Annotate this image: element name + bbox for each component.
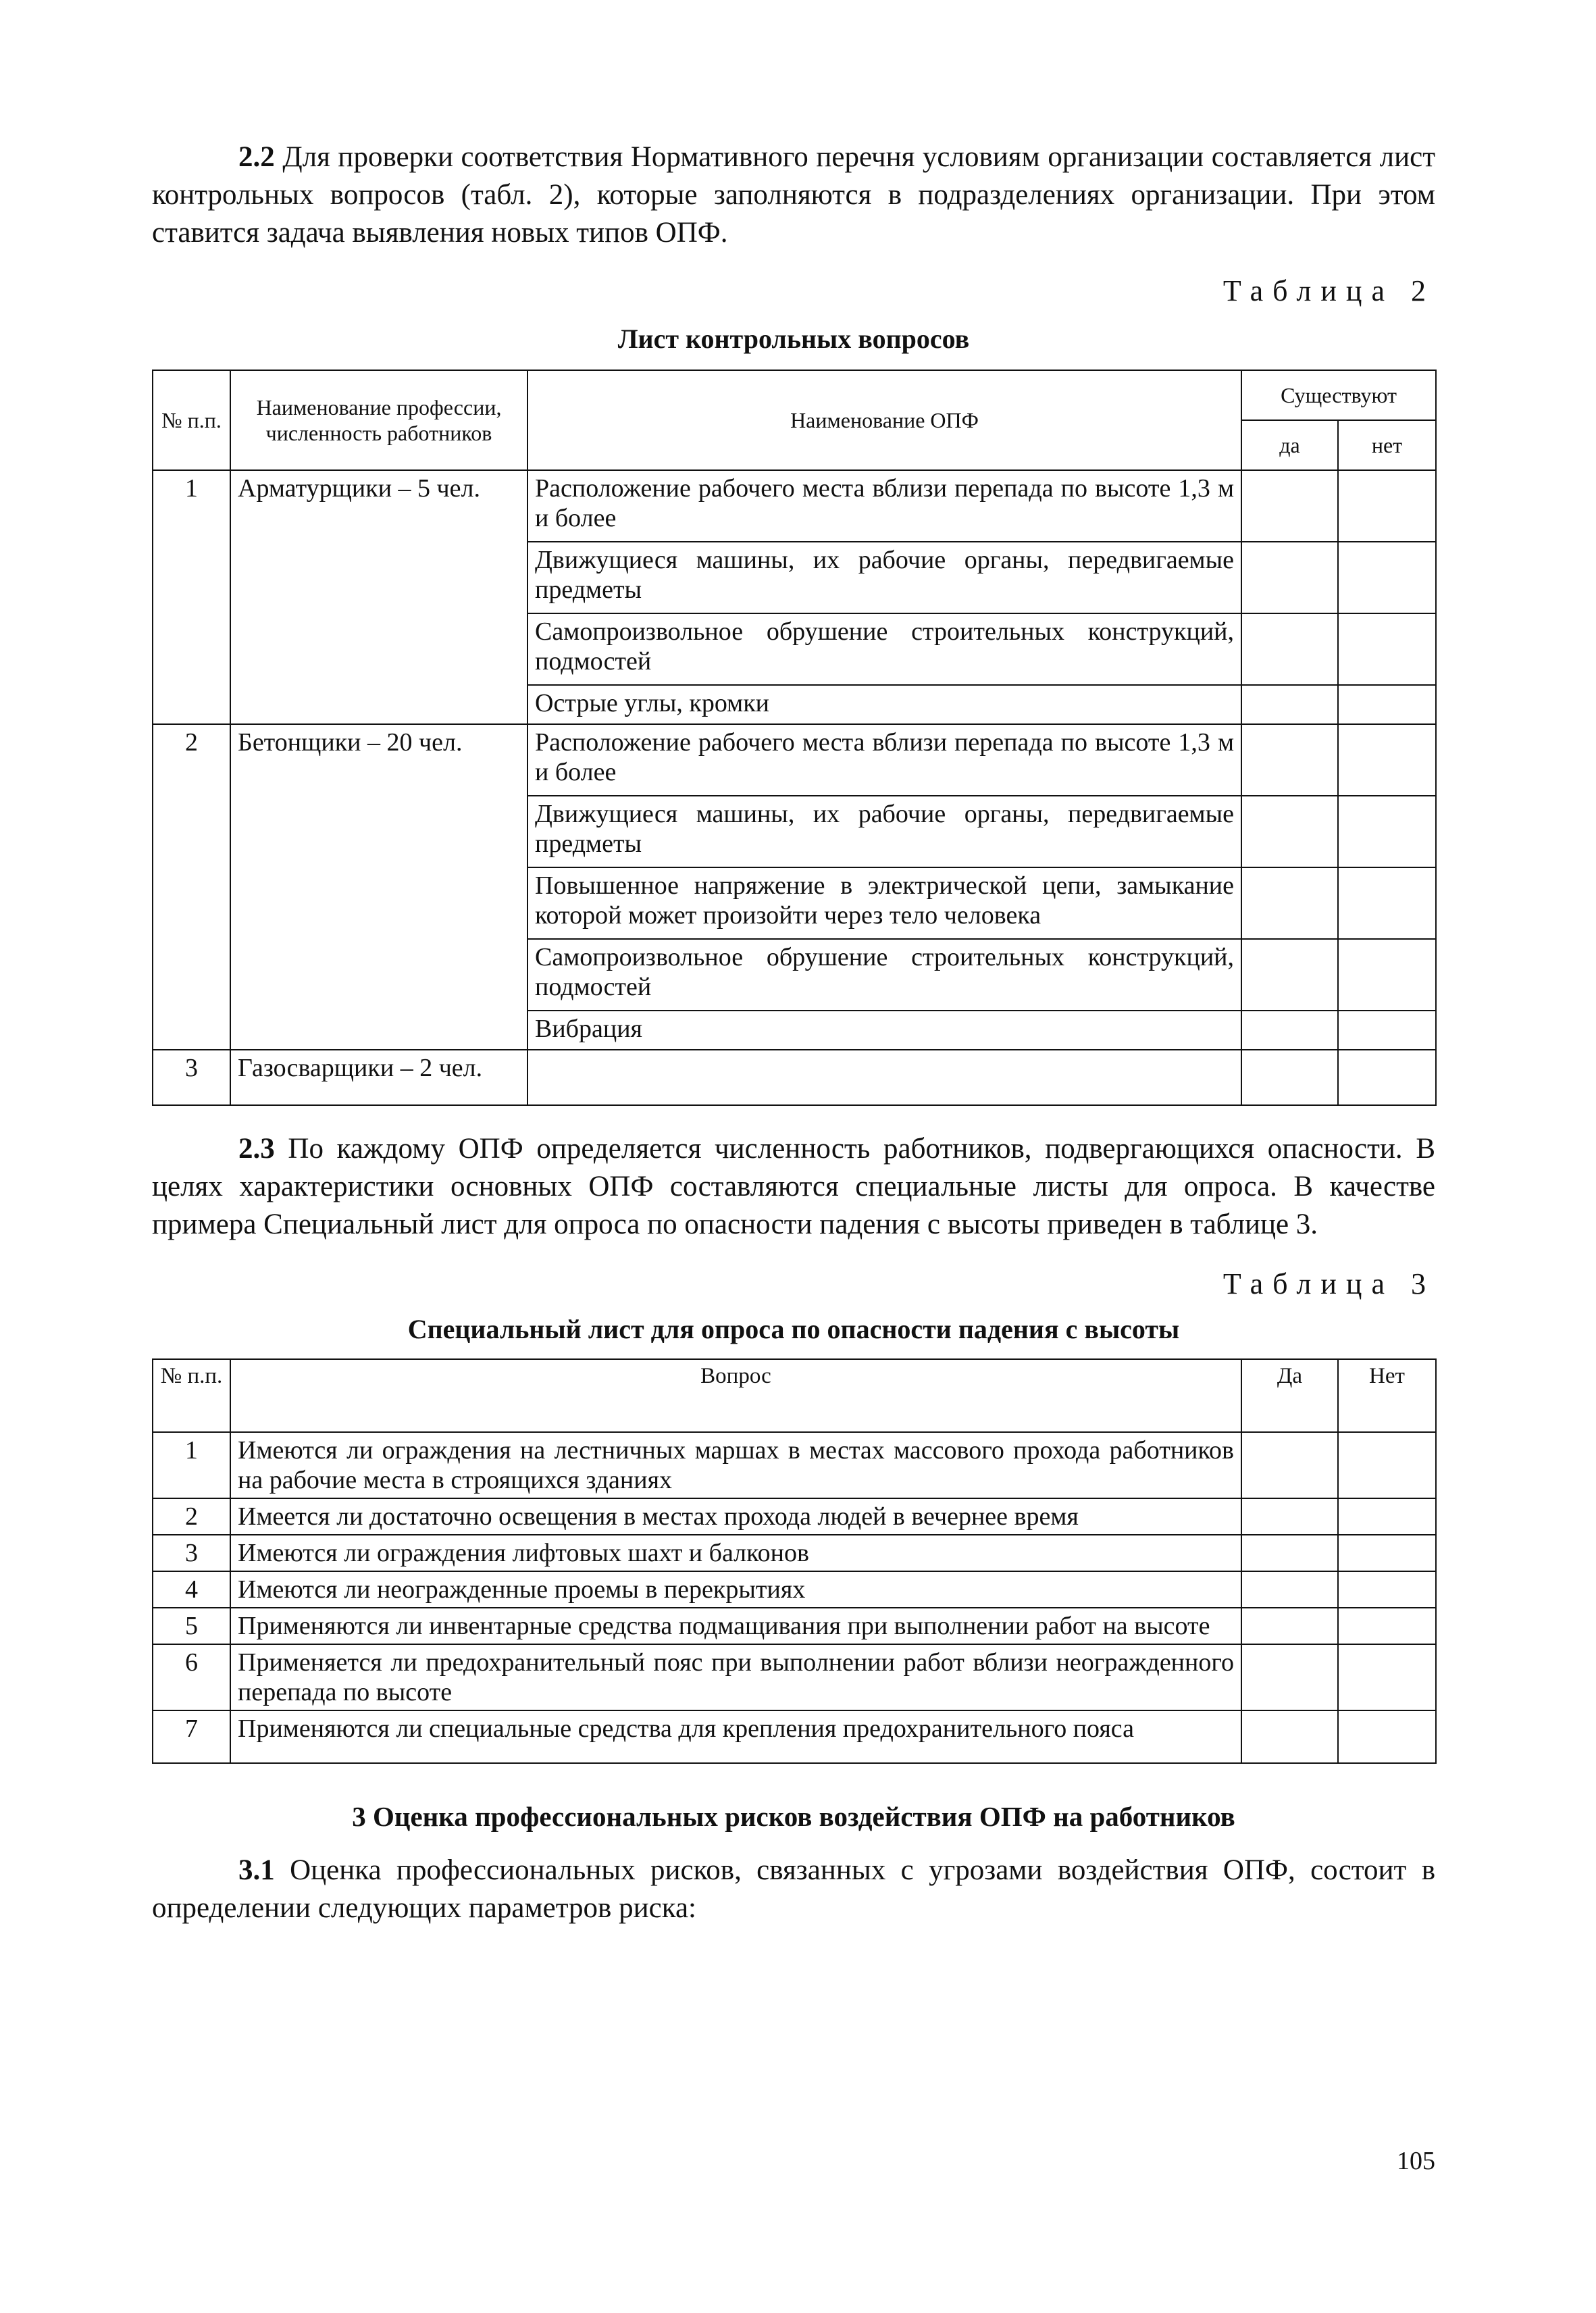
table-row [153, 470, 1436, 542]
paragraph-2-3 [152, 1130, 1435, 1244]
no-cell[interactable] [1338, 724, 1436, 796]
header-yes: да [1241, 420, 1338, 470]
question-cell: Применяются ли инвентарные средства подмащивания при выполнении работ на высоте [230, 1608, 1241, 1644]
opf-cell: Острые углы, кромки [527, 685, 1241, 724]
row-number: 3 [153, 1535, 230, 1571]
yes-cell[interactable] [1241, 1571, 1338, 1608]
no-cell[interactable] [1338, 1535, 1436, 1571]
opf-cell: Самопроизвольное обрушение строительных конструкций, подмостей [527, 939, 1241, 1011]
profession-cell: Арматурщики – 5 чел. [230, 470, 527, 724]
paragraph-text: Для проверки соответствия Нормативного перечня условиям организации составляется лист контрольных вопросов (табл. 2), которые заполняются в подразделениях организации. При этом ставится задача выявления новых типов ОПФ. [152, 141, 1435, 249]
opf-cell: Расположение рабочего места вблизи перепада по высоте 1,3 м и более [527, 724, 1241, 796]
header-profession: Наименование профессии, численность работников [230, 370, 527, 470]
row-number: 7 [153, 1710, 230, 1763]
paragraph-2-2 [152, 138, 1435, 252]
question-cell: Применяется ли предохранительный пояс при выполнении работ вблизи неогражденного перепада по высоте [230, 1644, 1241, 1710]
yes-cell[interactable] [1241, 685, 1338, 724]
no-cell[interactable] [1338, 1050, 1436, 1105]
no-cell[interactable] [1338, 1608, 1436, 1644]
header-num: № п.п. [153, 1359, 230, 1432]
page-content [152, 138, 1435, 1927]
yes-cell[interactable] [1241, 1608, 1338, 1644]
table-row [153, 1571, 1436, 1608]
header-yes: Да [1241, 1359, 1338, 1432]
row-number: 2 [153, 724, 230, 1050]
table-row [153, 1050, 1436, 1105]
opf-cell: Самопроизвольное обрушение строительных конструкций, подмостей [527, 613, 1241, 685]
header-exist: Существуют [1241, 370, 1436, 420]
opf-cell: Движущиеся машины, их рабочие органы, передвигаемые предметы [527, 796, 1241, 867]
no-cell[interactable] [1338, 867, 1436, 939]
paragraph-number: 2.3 [238, 1133, 275, 1165]
yes-cell[interactable] [1241, 470, 1338, 542]
paragraph-text: По каждому ОПФ определяется численность работников, подвергающихся опасности. В целях характеристики основных ОПФ составляются специальные листы для опроса. В качестве примера Специальный лист для опроса по опасности падения с высоты приведен в таблице 3. [152, 1133, 1436, 1240]
row-number: 4 [153, 1571, 230, 1608]
row-number: 1 [153, 1432, 230, 1498]
no-cell[interactable] [1338, 1011, 1436, 1050]
header-opf: Наименование ОПФ [527, 370, 1241, 470]
paragraph-number: 2.2 [238, 141, 275, 173]
no-cell[interactable] [1338, 1432, 1436, 1498]
section-3-title: 3 Оценка профессиональных рисков воздействия ОПФ на работников [352, 1801, 1235, 1832]
yes-cell[interactable] [1241, 1432, 1338, 1498]
survey-table [152, 1358, 1437, 1764]
no-cell[interactable] [1338, 613, 1436, 685]
header-question: Вопрос [230, 1359, 1241, 1432]
question-cell: Имеются ли ограждения на лестничных маршах в местах массового прохода работников на рабочие места в строящихся зданиях [230, 1432, 1241, 1498]
table-row [153, 1498, 1436, 1535]
table-row [153, 1432, 1436, 1498]
yes-cell[interactable] [1241, 1535, 1338, 1571]
yes-cell[interactable] [1241, 796, 1338, 867]
yes-cell[interactable] [1241, 613, 1338, 685]
table-row [153, 724, 1436, 796]
table-3-title: Специальный лист для опроса по опасности падения с высоты [407, 1314, 1180, 1344]
yes-cell[interactable] [1241, 867, 1338, 939]
question-cell: Имеются ли неогражденные проемы в перекрытиях [230, 1571, 1241, 1608]
yes-cell[interactable] [1241, 1050, 1338, 1105]
yes-cell[interactable] [1241, 724, 1338, 796]
yes-cell[interactable] [1241, 939, 1338, 1011]
yes-cell[interactable] [1241, 1498, 1338, 1535]
no-cell[interactable] [1338, 1571, 1436, 1608]
header-no: Нет [1338, 1359, 1436, 1432]
checklist-table [152, 370, 1437, 1106]
table-2-title: Лист контрольных вопросов [617, 324, 970, 354]
opf-cell: Расположение рабочего места вблизи перепада по высоте 1,3 м и более [527, 470, 1241, 542]
yes-cell[interactable] [1241, 1011, 1338, 1050]
yes-cell[interactable] [1241, 1644, 1338, 1710]
page-number: 105 [1397, 2147, 1435, 2175]
table-row [153, 1710, 1436, 1763]
header-num: № п.п. [153, 370, 230, 470]
no-cell[interactable] [1338, 542, 1436, 613]
no-cell[interactable] [1338, 470, 1436, 542]
row-number: 1 [153, 470, 230, 724]
header-no: нет [1338, 420, 1436, 470]
row-number: 5 [153, 1608, 230, 1644]
opf-cell: Вибрация [527, 1011, 1241, 1050]
table-3-label: Таблица 3 [1222, 1267, 1435, 1300]
row-number: 3 [153, 1050, 230, 1105]
paragraph-3-1 [152, 1852, 1435, 1927]
question-cell: Применяются ли специальные средства для крепления предохранительного пояса [230, 1710, 1241, 1763]
no-cell[interactable] [1338, 1498, 1436, 1535]
no-cell[interactable] [1338, 939, 1436, 1011]
profession-cell: Газосварщики – 2 чел. [230, 1050, 527, 1105]
paragraph-number: 3.1 [238, 1854, 275, 1886]
paragraph-text: Оценка профессиональных рисков, связанных с угрозами воздействия ОПФ, состоит в определении следующих параметров риска: [152, 1854, 1435, 1924]
no-cell[interactable] [1338, 1710, 1436, 1763]
no-cell[interactable] [1338, 685, 1436, 724]
opf-cell [527, 1050, 1241, 1105]
row-number: 2 [153, 1498, 230, 1535]
table-row [153, 1644, 1436, 1710]
yes-cell[interactable] [1241, 1710, 1338, 1763]
no-cell[interactable] [1338, 1644, 1436, 1710]
opf-cell: Повышенное напряжение в электрической цепи, замыкание которой может произойти через тело человека [527, 867, 1241, 939]
profession-cell: Бетонщики – 20 чел. [230, 724, 527, 1050]
yes-cell[interactable] [1241, 542, 1338, 613]
no-cell[interactable] [1338, 796, 1436, 867]
question-cell: Имеются ли ограждения лифтовых шахт и балконов [230, 1535, 1241, 1571]
row-number: 6 [153, 1644, 230, 1710]
table-row [153, 1608, 1436, 1644]
table-row [153, 1535, 1436, 1571]
opf-cell: Движущиеся машины, их рабочие органы, передвигаемые предметы [527, 542, 1241, 613]
table-2-label: Таблица 2 [1222, 274, 1435, 307]
question-cell: Имеется ли достаточно освещения в местах прохода людей в вечернее время [230, 1498, 1241, 1535]
